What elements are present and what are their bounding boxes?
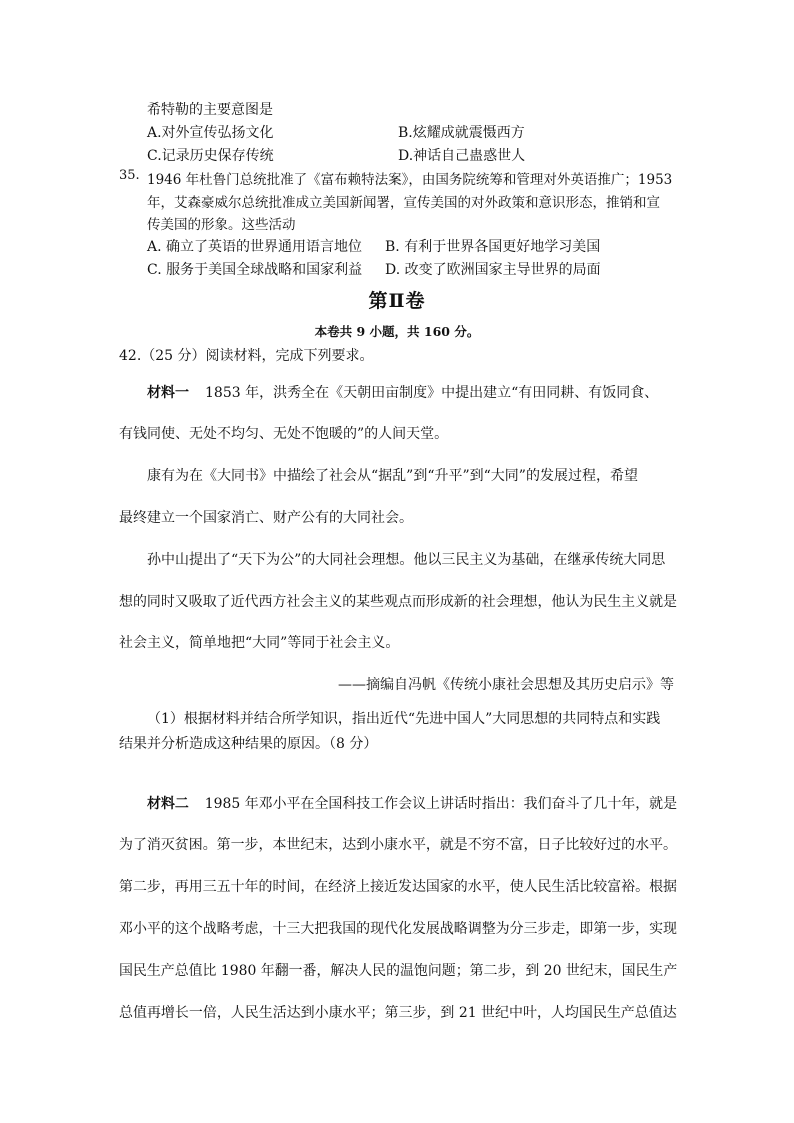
q35-option-d: D. 改变了欧洲国家主导世界的局面 bbox=[385, 262, 601, 278]
material-two-line-5: 国民生产总值比 1980 年翻一番，解决人民的温饱问题；第二步，到 20 世纪末，国民生产 bbox=[119, 963, 678, 979]
material-one-line-4: 最终建立一个国家消亡、财产公有的大同社会。 bbox=[119, 510, 413, 526]
material-two-line-4: 邓小平的这个战略考虑，十三大把我国的现代化发展战略调整为分三步走，即第一步，实现 bbox=[119, 921, 677, 937]
q34-stem: 希特勒的主要意图是 bbox=[147, 102, 273, 118]
q35-option-a: A. 确立了英语的世界通用语言地位 bbox=[147, 239, 363, 255]
material-two-line-2: 为了消灭贫困。第一步，本世纪末，达到小康水平，就是不穷不富，日子比较好过的水平。 bbox=[119, 837, 677, 853]
material-one-source: ——摘编自冯帆《传统小康社会思想及其历史启示》等 bbox=[338, 677, 674, 693]
q35-option-b: B. 有利于世界各国更好地学习美国 bbox=[385, 239, 601, 255]
q35-line-2: 年，艾森豪威尔总统批准成立美国新闻署，宣传美国的对外政策和意识形态，推销和宣 bbox=[147, 195, 660, 211]
q42-header: 42.（25 分）阅读材料，完成下列要求。 bbox=[119, 348, 374, 364]
material-one-label: 材料一 bbox=[147, 385, 189, 401]
q34-option-b: B.炫耀成就震慑西方 bbox=[398, 125, 525, 141]
task-one-line-2: 结果并分析造成这种结果的原因。（8 分） bbox=[119, 736, 378, 752]
material-one-line-2: 有钱同使、无处不均匀、无处不饱暖的”的人间天堂。 bbox=[119, 426, 449, 442]
q34-option-a: A.对外宣传弘扬文化 bbox=[147, 125, 274, 141]
material-one-line-6: 想的同时又吸取了近代西方社会主义的某些观点而形成新的社会理想，他认为民生主义就是 bbox=[119, 594, 677, 610]
q35-number: 35. bbox=[119, 168, 140, 183]
material-two-line-1 bbox=[147, 793, 677, 813]
q35-option-c: C. 服务于美国全球战略和国家利益 bbox=[147, 262, 363, 278]
q35-line-3: 传美国的形象。这些活动 bbox=[147, 217, 296, 233]
material-one-line-5: 孙中山提出了“天下为公”的大同社会理想。他以三民主义为基础，在继承传统大同思 bbox=[147, 552, 666, 568]
material-one-line-7: 社会主义，简单地把“大同”等同于社会主义。 bbox=[119, 635, 400, 651]
material-one-line-1 bbox=[147, 382, 658, 402]
material-two-label: 材料二 bbox=[147, 796, 189, 812]
part-two-title: 第Ⅱ卷 bbox=[368, 290, 426, 312]
task-one-line-1: （1）根据材料并结合所学知识，指出近代“先进中国人”大同思想的共同特点和实践 bbox=[147, 711, 661, 727]
part-two-subtitle: 本卷共 9 小题，共 160 分。 bbox=[314, 324, 480, 339]
material-two-line-6: 总值再增长一倍，人民生活达到小康水平；第三步，到 21 世纪中叶，人均国民生产总值达 bbox=[119, 1005, 677, 1021]
q34-option-c: C.记录历史保存传统 bbox=[147, 148, 274, 164]
material-two-text-1: 1985 年邓小平在全国科技工作会议上讲话时指出：我们奋斗了几十年，就是 bbox=[204, 796, 678, 812]
q35-line-1: 1946 年杜鲁门总统批准了《富布赖特法案》，由国务院统筹和管理对外英语推广；1953 bbox=[147, 172, 673, 188]
material-one-line-3: 康有为在《大同书》中描绘了社会从“据乱”到“升平”到“大同”的发展过程，希望 bbox=[147, 468, 638, 484]
material-two-line-3: 第二步，再用三五十年的时间，在经济上接近发达国家的水平，使人民生活比较富裕。根据 bbox=[119, 879, 677, 895]
q34-option-d: D.神话自己蛊惑世人 bbox=[398, 148, 526, 164]
material-one-text-1: 1853 年，洪秀全在《天朝田亩制度》中提出建立“有田同耕、有饭同食、 bbox=[205, 385, 659, 401]
